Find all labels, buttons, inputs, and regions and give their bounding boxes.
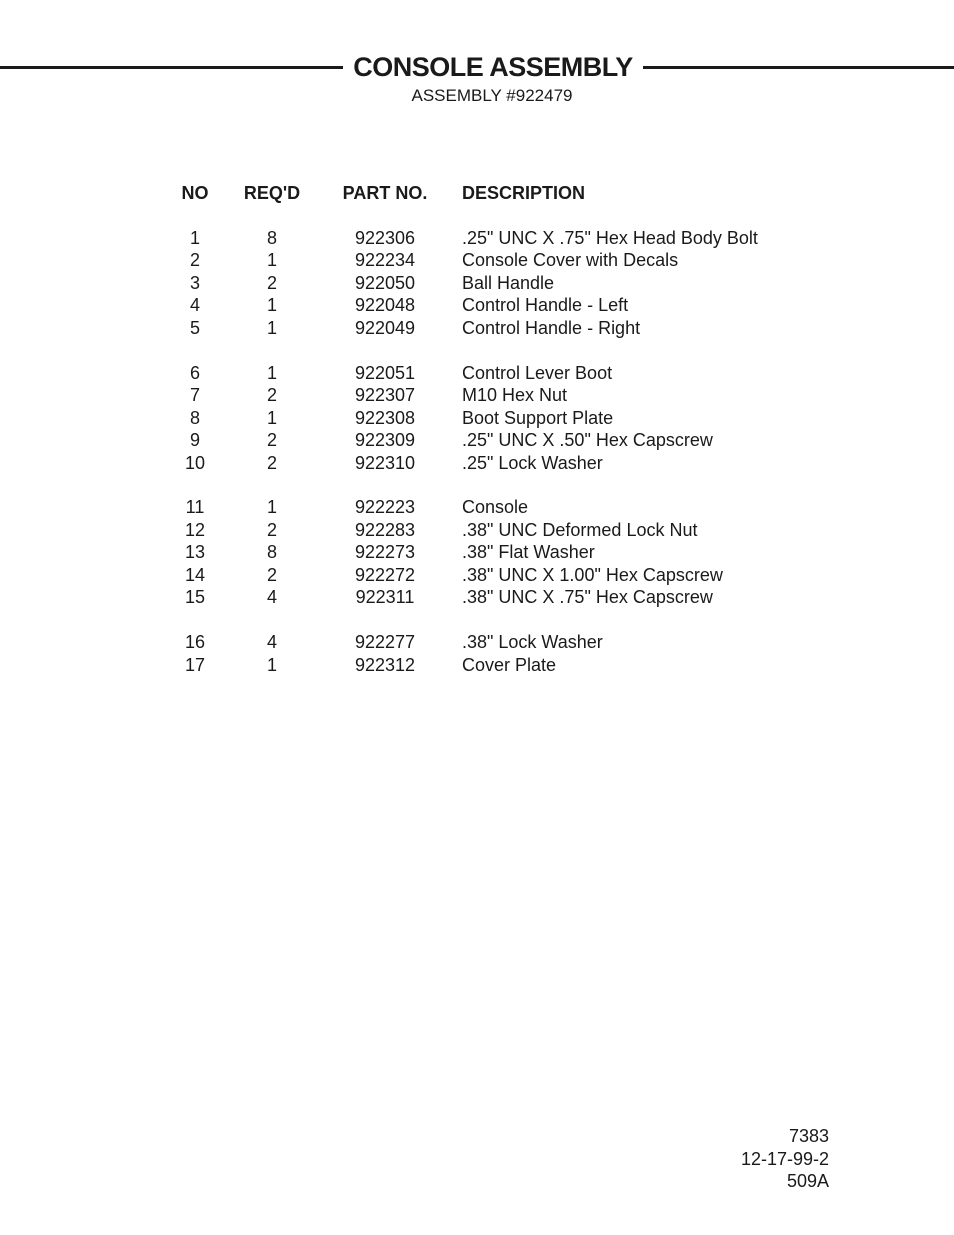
row-14-part-number: 922272 [354,564,416,585]
row-2-description: Console Cover with Decals [462,250,679,271]
row-2-part-number: 922234 [354,250,416,271]
row-5-description: Control Handle - Right [462,317,641,338]
row-17-part-number: 922312 [354,654,416,675]
row-2-quantity: 1 [266,250,277,271]
row-12-part-number: 922283 [354,519,416,540]
column-header-part-no: PART NO. [342,183,428,203]
row-13-item-number: 13 [184,542,206,563]
row-6-description: Control Lever Boot [462,362,613,383]
row-6-part-number: 922051 [354,362,416,383]
row-13-description: .38" Flat Washer [462,542,595,563]
row-1-part-number: 922306 [354,228,416,248]
row-12-item-number: 12 [184,519,206,540]
title-rule-left [0,66,343,69]
row-17-quantity: 1 [266,654,277,675]
row-7-quantity: 2 [266,385,277,406]
footer-line-3: 509A [786,1171,829,1191]
footer-line-1: 7383 [788,1126,829,1146]
row-15-quantity: 4 [266,587,277,608]
row-2-item-number: 2 [189,250,200,271]
row-12-description: .38" UNC Deformed Lock Nut [462,519,698,540]
row-3-part-number: 922050 [354,272,416,293]
row-15-item-number: 15 [184,587,206,608]
row-4-part-number: 922048 [354,295,416,316]
row-7-part-number: 922307 [354,385,416,406]
row-6-item-number: 6 [189,362,200,383]
row-4-quantity: 1 [266,295,277,316]
row-9-quantity: 2 [266,430,277,451]
footer-codes [741,1125,829,1193]
row-10-description: .25" Lock Washer [462,452,603,473]
page-title: CONSOLE ASSEMBLY [353,52,633,82]
row-11-item-number: 11 [185,497,205,518]
row-17-item-number: 17 [184,654,206,675]
row-5-part-number: 922049 [354,317,416,338]
row-4-description: Control Handle - Left [462,295,629,316]
row-13-quantity: 8 [266,542,277,563]
row-5-quantity: 1 [266,317,277,338]
row-16-item-number: 16 [184,632,206,653]
row-11-part-number: 922223 [354,497,416,518]
column-header-description: DESCRIPTION [462,183,586,203]
footer-line-2: 12-17-99-2 [740,1148,829,1169]
row-6-quantity: 1 [266,362,277,383]
row-14-quantity: 2 [266,564,277,585]
title-rule-right [643,66,954,69]
row-9-description: .25" UNC X .50" Hex Capscrew [462,430,713,451]
row-9-item-number: 9 [189,430,200,451]
row-11-description: Console [462,497,529,518]
row-11-quantity: 1 [266,497,277,518]
row-16-quantity: 4 [266,632,277,653]
row-5-item-number: 5 [189,317,200,338]
row-7-description: M10 Hex Nut [462,385,568,406]
row-14-description: .38" UNC X 1.00" Hex Capscrew [462,564,723,585]
row-12-quantity: 2 [266,519,277,540]
row-10-part-number: 922310 [354,452,416,473]
row-10-item-number: 10 [184,452,206,473]
row-17-description: Cover Plate [462,654,557,675]
row-15-part-number: 922311 [355,587,415,608]
row-8-quantity: 1 [266,407,277,428]
title-row [0,50,954,86]
row-8-description: Boot Support Plate [462,407,614,428]
column-header-no: NO [181,183,209,203]
row-4-item-number: 4 [189,295,200,316]
row-16-description: .38" Lock Washer [462,632,603,653]
row-16-part-number: 922277 [354,632,416,653]
column-header-reqd: REQ'D [243,183,301,203]
row-14-item-number: 14 [184,564,206,585]
row-1-item-number: 1 [189,228,200,248]
row-15-description: .38" UNC X .75" Hex Capscrew [462,587,713,608]
row-3-description: Ball Handle [462,272,555,293]
row-9-part-number: 922309 [354,430,416,451]
row-3-quantity: 2 [266,272,277,293]
row-1-description: .25" UNC X .75" Hex Head Body Bolt [462,228,758,248]
row-3-item-number: 3 [189,272,200,293]
row-7-item-number: 7 [189,385,200,406]
row-1-quantity: 8 [266,228,277,248]
row-8-part-number: 922308 [354,407,416,428]
row-8-item-number: 8 [189,407,200,428]
row-10-quantity: 2 [266,452,277,473]
assembly-number: ASSEMBLY #922479 [411,86,573,105]
row-13-part-number: 922273 [354,542,416,563]
